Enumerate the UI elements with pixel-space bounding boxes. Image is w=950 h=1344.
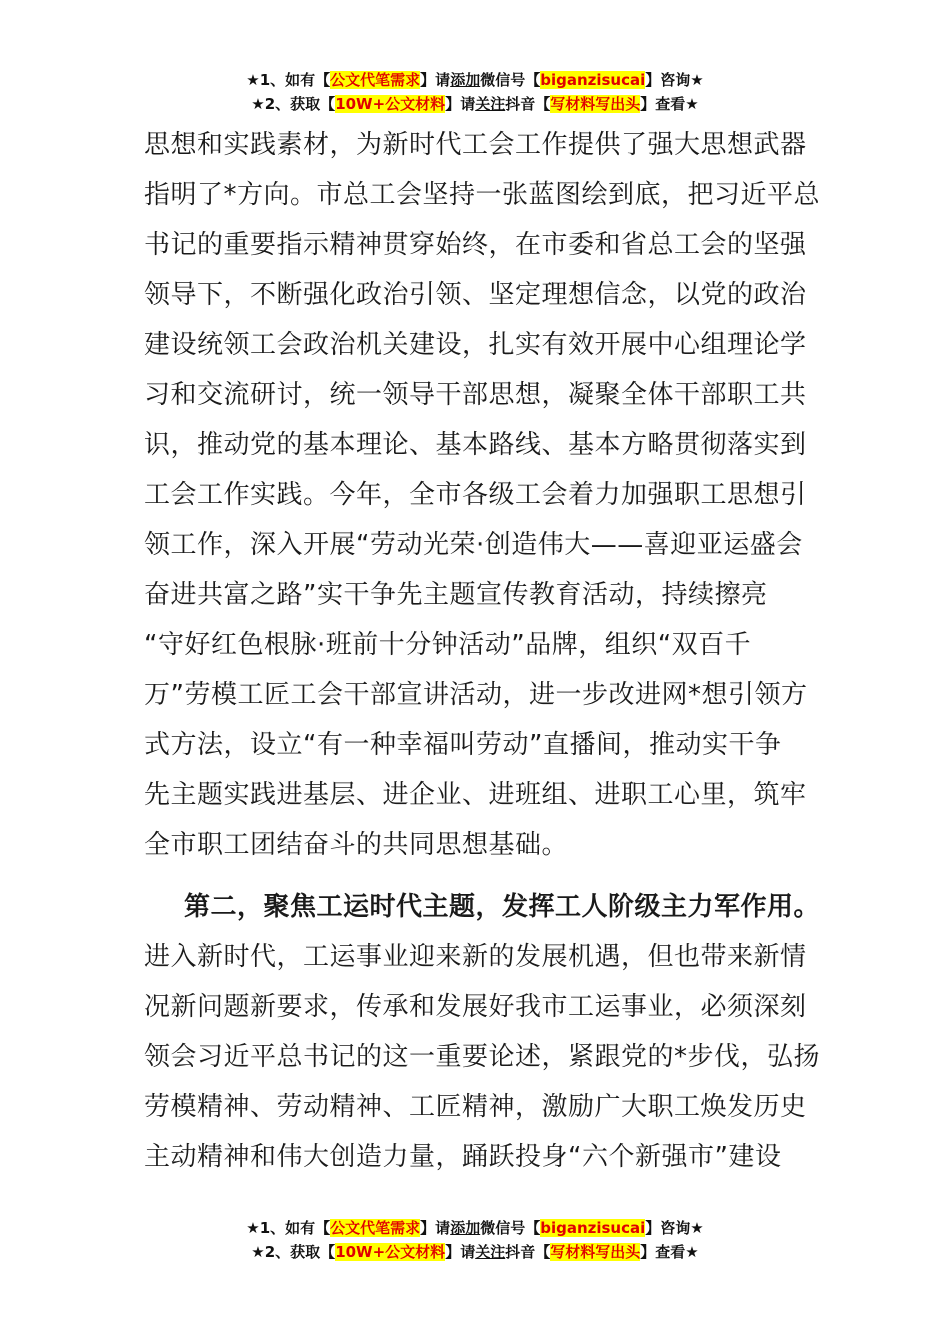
section-heading: 第二，聚焦工运时代主题，发挥工人阶级主力军作用。 bbox=[184, 892, 821, 922]
text-line: 建设统领工会政治机关建设，扎实有效开展中心组理论学 bbox=[144, 330, 807, 360]
banner-text: 】咨询★ bbox=[645, 1219, 704, 1237]
header-banner bbox=[0, 68, 950, 116]
banner-text: 】查看★ bbox=[640, 1243, 699, 1261]
text-line: 领工作，深入开展“劳动光荣·创造伟大——喜迎亚运盛会 bbox=[144, 530, 803, 560]
banner-text: ★2、获取【 bbox=[251, 1243, 336, 1261]
banner-douyin-name: 写材料写出头 bbox=[550, 95, 641, 113]
banner-line-2 bbox=[0, 92, 950, 116]
banner-highlight: 10W+公文材料 bbox=[335, 95, 446, 113]
text-line: 万”劳模工匠工会干部宣讲活动，进一步改进网*想引领方 bbox=[144, 680, 808, 710]
text-line: 领导下，不断强化政治引领、坚定理想信念，以党的政治 bbox=[144, 280, 807, 310]
banner-wechat-id: biganzisucai bbox=[540, 1219, 646, 1237]
text-line: 书记的重要指示精神贯穿始终，在市委和省总工会的坚强 bbox=[144, 230, 807, 260]
banner-text: 】请 bbox=[445, 1243, 476, 1261]
banner-underlined: 关注 bbox=[475, 1243, 506, 1261]
banner-highlight: 10W+公文材料 bbox=[335, 1243, 446, 1261]
text-line: 式方法，设立“有一种幸福叫劳动”直播间，推动实干争 bbox=[144, 730, 782, 760]
text-line: 工会工作实践。今年，全市各级工会着力加强职工思想引 bbox=[144, 480, 807, 510]
banner-underlined: 添加 bbox=[450, 71, 481, 89]
banner-text: 】咨询★ bbox=[645, 71, 704, 89]
text-line: 思想和实践素材，为新时代工会工作提供了强大思想武器 bbox=[144, 130, 807, 160]
text-line: 指明了*方向。市总工会坚持一张蓝图绘到底，把习近平总 bbox=[144, 180, 821, 210]
banner-line-1 bbox=[0, 68, 950, 92]
banner-text: 微信号【 bbox=[480, 71, 541, 89]
banner-text: 抖音【 bbox=[505, 95, 551, 113]
text-line: 先主题实践进基层、进企业、进班组、进职工心里，筑牢 bbox=[144, 780, 807, 810]
document-body bbox=[144, 120, 821, 1182]
banner-text: 】请 bbox=[420, 71, 451, 89]
text-line: 主动精神和伟大创造力量，踊跃投身“六个新强市”建设 bbox=[144, 1142, 782, 1172]
paragraph-2 bbox=[144, 882, 821, 1182]
text-line: 全市职工团结奋斗的共同思想基础。 bbox=[144, 830, 569, 860]
banner-text: ★1、如有【 bbox=[246, 1219, 331, 1237]
banner-text: ★1、如有【 bbox=[246, 71, 331, 89]
text-line: “守好红色根脉·班前十分钟活动”品牌，组织“双百千 bbox=[144, 630, 752, 660]
banner-douyin-name: 写材料写出头 bbox=[550, 1243, 641, 1261]
banner-text: 】请 bbox=[420, 1219, 451, 1237]
text-line: 况新问题新要求，传承和发展好我市工运事业，必须深刻 bbox=[144, 992, 807, 1022]
banner-line-2 bbox=[0, 1240, 950, 1264]
banner-line-1 bbox=[0, 1216, 950, 1240]
banner-text: 微信号【 bbox=[480, 1219, 541, 1237]
banner-underlined: 关注 bbox=[475, 95, 506, 113]
banner-text: 】查看★ bbox=[640, 95, 699, 113]
banner-underlined: 添加 bbox=[450, 1219, 481, 1237]
footer-banner bbox=[0, 1216, 950, 1264]
text-line: 领会习近平总书记的这一重要论述，紧跟党的*步伐，弘扬 bbox=[144, 1042, 821, 1072]
text-line: 进入新时代，工运事业迎来新的发展机遇，但也带来新情 bbox=[144, 942, 807, 972]
text-line: 习和交流研讨，统一领导干部思想，凝聚全体干部职工共 bbox=[144, 380, 807, 410]
text-line: 识，推动党的基本理论、基本路线、基本方略贯彻落实到 bbox=[144, 430, 807, 460]
banner-text: 抖音【 bbox=[505, 1243, 551, 1261]
banner-wechat-id: biganzisucai bbox=[540, 71, 646, 89]
banner-text: ★2、获取【 bbox=[251, 95, 336, 113]
banner-highlight: 公文代笔需求 bbox=[330, 1219, 421, 1237]
banner-highlight: 公文代笔需求 bbox=[330, 71, 421, 89]
text-line: 奋进共富之路”实干争先主题宣传教育活动，持续擦亮 bbox=[144, 580, 768, 610]
paragraph-1 bbox=[144, 120, 821, 870]
text-line: 劳模精神、劳动精神、工匠精神，激励广大职工焕发历史 bbox=[144, 1092, 807, 1122]
banner-text: 】请 bbox=[445, 95, 476, 113]
